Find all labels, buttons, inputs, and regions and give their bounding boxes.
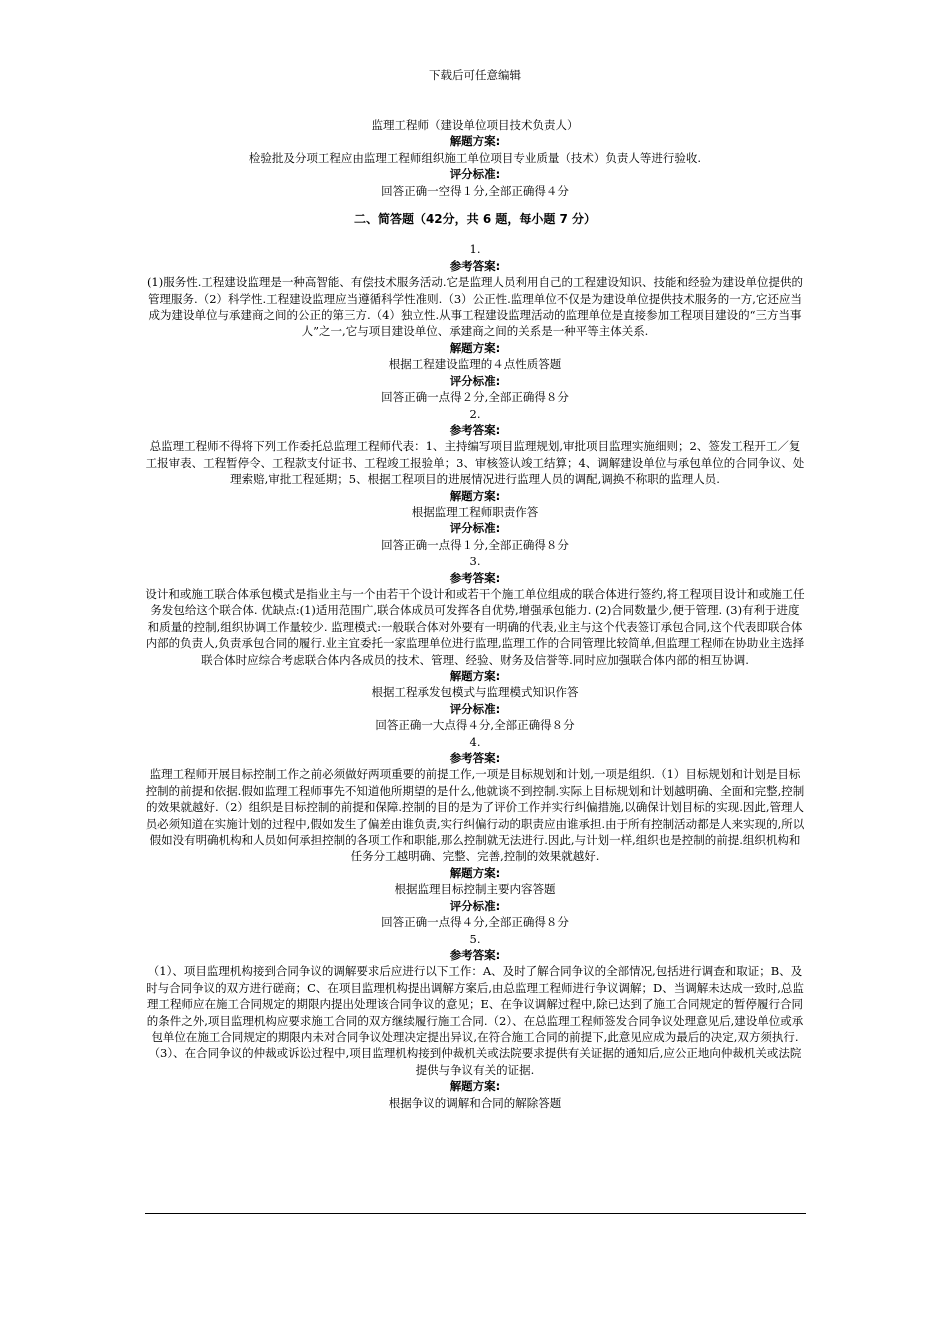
solution-label: 解题方案:	[449, 1079, 501, 1094]
scoring-label: 评分标准:	[449, 373, 501, 388]
solution-text: 根据工程建设监理的４点性质答题	[388, 357, 562, 372]
page-header: 下载后可任意编辑	[429, 68, 521, 82]
solution-label: 解题方案:	[449, 488, 501, 503]
scoring-text: 回答正确一大点得４分,全部正确得８分	[375, 718, 575, 733]
bottom-divider	[145, 1213, 806, 1214]
answer-text: 设计和或施工联合体承包模式是指业主与一个由若干个设计和或若干个施工单位组成的联合体进行签约,将工程项目设计和或施工任务发包给这个联合体. 优缺点:(1)适用范围广,联合体成员可发挥各自优势,增强承包能力. (2)合同数量少,便于管理. (3)有利于进度和质量的控制,组织协调工作量较少. 监理模式:一般联合体对外要有一明确的代表,业主与这个代表签订承包合同,这个代表即联合体内部的负责人,负责承包合同的履行.业主宜委托一家监理单位进行监理,监理工作的合同管理比较简单,但监理工程师在协助业主选择联合体时应综合考虑联合体内各成员的技术、管理、经验、财务及信誉等.同时应加强联合体内部的相互协调.	[145, 586, 805, 667]
previous-answer: 监理工程师（建设单位项目技术负责人）	[371, 118, 579, 132]
document-body	[145, 117, 805, 1111]
answer-text: 总监理工程师不得将下列工作委托总监理工程师代表：1、主持编写项目监理规划,审批项目监理实施细则；2、签发工程开工／复工报审表、工程暂停令、工程款支付证书、工程竣工报验单；3、审核签认竣工结算；4、调解建设单位与承包单位的合同争议、处理索赔,审批工程延期；5、根据工程项目的进展情况进行监理人员的调配,调换不称职的监理人员.	[145, 439, 805, 487]
answer-label: 参考答案:	[449, 258, 501, 273]
scoring-text: 回答正确一点得４分,全部正确得８分	[381, 915, 569, 930]
solution-text: 根据争议的调解和合同的解除答题	[388, 1095, 562, 1110]
question-number: 4.	[469, 734, 481, 749]
solution-label: 解题方案:	[449, 340, 501, 355]
scoring-text: 回答正确一空得１分,全部正确得４分	[381, 183, 569, 198]
solution-text: 检验批及分项工程应由监理工程师组织施工单位项目专业质量（技术）负责人等进行验收.	[248, 150, 702, 165]
solution-label: 解题方案:	[449, 669, 501, 683]
section-title: 二、简答题（42分，共 6 题，每小题 7 分）	[353, 212, 597, 227]
solution-label: 解题方案:	[449, 134, 501, 149]
answer-label: 参考答案:	[449, 570, 501, 585]
solution-text: 根据工程承发包模式与监理模式知识作答	[371, 685, 579, 700]
solution-text: 根据监理目标控制主要内容答题	[394, 882, 556, 897]
question-number: 1.	[469, 242, 481, 257]
question-number: 3.	[469, 554, 481, 569]
scoring-label: 评分标准:	[449, 701, 501, 716]
solution-text: 根据监理工程师职责作答	[411, 504, 539, 519]
scoring-label: 评分标准:	[449, 167, 501, 182]
question-number: 2.	[469, 406, 481, 421]
scoring-text: 回答正确一点得１分,全部正确得８分	[381, 537, 569, 552]
answer-label: 参考答案:	[449, 422, 501, 437]
answer-text: （1）、项目监理机构接到合同争议的调解要求后应进行以下工作：A、及时了解合同争议的全部情况,包括进行调查和取证；B、及时与合同争议的双方进行磋商；C、在项目监理机构提出调解方案后,由总监理工程师进行争议调解；D、当调解未达成一致时,总监理工程师应在施工合同规定的期限内提出处理该合同争议的意见；E、在争议调解过程中,除已达到了施工合同规定的暂停履行合同的条件之外,项目监理机构应要求施工合同的双方继续履行施工合同.（2）、在总监理工程师签发合同争议处理意见后,建设单位或承包单位在施工合同规定的期限内未对合同争议处理决定提出异议,在符合施工合同的前提下,此意见应成为最后的决定,双方须执行.（3）、在合同争议的仲裁或诉讼过程中,项目监理机构接到仲裁机关或法院要求提供有关证据的通知后,应公正地向仲裁机关或法院提供与争议有关的证据.	[146, 964, 804, 1077]
solution-label: 解题方案:	[449, 865, 501, 880]
answer-text: 监理工程师开展目标控制工作之前必须做好两项重要的前提工作,一项是目标规划和计划,一项是组织.（1）目标规划和计划是目标控制的前提和依据.假如监理工程师事先不知道他所期望的是什么,他就谈不到控制.实际上目标规划和计划越明确、全面和完整,控制的效果就越好.（2）组织是目标控制的前提和保障.控制的目的是为了评价工作并实行纠偏措施,以确保计划目标的实现.因此,管理人员必须知道在实施计划的过程中,假如发生了偏差由谁负责,实行纠偏行动的职责应由谁承担.由于所有控制活动都是人来实现的,所以假如没有明确机构和人员如何承担控制的各项工作和职能,那么控制就无法进行.因此,与计划一样,组织也是控制的前提.组织机构和任务分工越明确、完整、完善,控制的效果就越好.	[145, 767, 805, 864]
scoring-label: 评分标准:	[449, 521, 501, 536]
question-number: 5.	[469, 931, 481, 946]
answer-label: 参考答案:	[449, 947, 501, 962]
answer-label: 参考答案:	[449, 751, 501, 766]
scoring-text: 回答正确一点得２分,全部正确得８分	[381, 390, 569, 405]
answer-text: (1)服务性.工程建设监理是一种高智能、有偿技术服务活动.它是监理人员利用自己的工程建设知识、技能和经验为建设单位提供的管理服务.（2）科学性.工程建设监理应当遵循科学性准则.（3）公正性.监理单位不仅是为建设单位提供技术服务的一方,它还应当成为建设单位与承建商之间的公正的第三方.（4）独立性.从事工程建设监理活动的监理单位是直接参加工程项目建设的“三方当事人”之一,它与项目建设单位、承建商之间的关系是一种平等主体关系.	[146, 275, 804, 339]
scoring-label: 评分标准:	[449, 898, 501, 913]
